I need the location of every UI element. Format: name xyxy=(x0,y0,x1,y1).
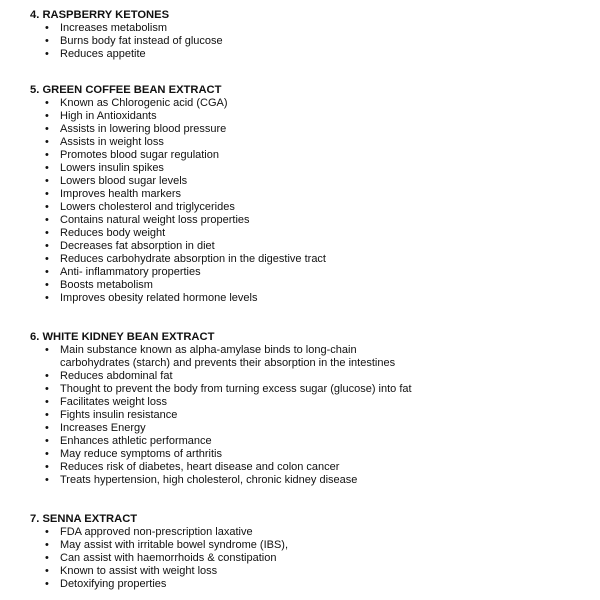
list-item: • Contains natural weight loss properties xyxy=(30,214,590,227)
list-item: • Anti- inflammatory properties xyxy=(30,266,590,279)
list-item: • Assists in weight loss xyxy=(30,136,590,149)
section-title: 5. GREEN COFFEE BEAN EXTRACT xyxy=(30,84,222,96)
section-title: 6. WHITE KIDNEY BEAN EXTRACT xyxy=(30,331,215,343)
list-item: • Known to assist with weight loss xyxy=(30,565,590,578)
section-white-kidney-bean-extract xyxy=(30,331,590,487)
list-item: • Promotes blood sugar regulation xyxy=(30,149,590,162)
list-item: • May reduce symptoms of arthritis xyxy=(30,448,590,461)
list-item: • Reduces carbohydrate absorption in the digestive tract xyxy=(30,253,590,266)
section-raspberry-ketones xyxy=(30,9,590,61)
list-item: • High in Antioxidants xyxy=(30,110,590,123)
list-item: • Reduces risk of diabetes, heart disease and colon cancer xyxy=(30,461,590,474)
list-item: • Enhances athletic performance xyxy=(30,435,590,448)
section-senna-extract xyxy=(30,513,590,591)
bullet-list xyxy=(30,22,590,61)
list-item: • Thought to prevent the body from turning excess sugar (glucose) into fat xyxy=(30,383,590,396)
section-green-coffee-bean-extract xyxy=(30,84,590,305)
list-item: • Improves obesity related hormone levels xyxy=(30,292,590,305)
bullet-list xyxy=(30,526,590,591)
list-item: • Reduces body weight xyxy=(30,227,590,240)
list-item: • Reduces appetite xyxy=(30,48,590,61)
bullet-list xyxy=(30,97,590,305)
list-item: • Burns body fat instead of glucose xyxy=(30,35,590,48)
list-item: • Main substance known as alpha-amylase binds to long-chain carbohydrates (starch) and prevents their absorption in the intestines xyxy=(30,344,590,370)
list-item: • Lowers cholesterol and triglycerides xyxy=(30,201,590,214)
list-item: • FDA approved non-prescription laxative xyxy=(30,526,590,539)
list-item: • Reduces abdominal fat xyxy=(30,370,590,383)
list-item: • Improves health markers xyxy=(30,188,590,201)
section-title: 4. RASPBERRY KETONES xyxy=(30,9,170,21)
list-item: • Assists in lowering blood pressure xyxy=(30,123,590,136)
list-item: • Lowers blood sugar levels xyxy=(30,175,590,188)
list-item: • Facilitates weight loss xyxy=(30,396,590,409)
list-item: • Decreases fat absorption in diet xyxy=(30,240,590,253)
section-title: 7. SENNA EXTRACT xyxy=(30,513,138,525)
list-item: • Treats hypertension, high cholesterol, chronic kidney disease xyxy=(30,474,590,487)
list-item: • Boosts metabolism xyxy=(30,279,590,292)
list-item: • Increases Energy xyxy=(30,422,590,435)
list-item: • May assist with irritable bowel syndrome (IBS), xyxy=(30,539,590,552)
list-item: • Known as Chlorogenic acid (CGA) xyxy=(30,97,590,110)
bullet-list xyxy=(30,344,590,487)
list-item: • Lowers insulin spikes xyxy=(30,162,590,175)
list-item: • Detoxifying properties xyxy=(30,578,590,591)
list-item: • Can assist with haemorrhoids & constipation xyxy=(30,552,590,565)
list-item: • Increases metabolism xyxy=(30,22,590,35)
list-item: • Fights insulin resistance xyxy=(30,409,590,422)
